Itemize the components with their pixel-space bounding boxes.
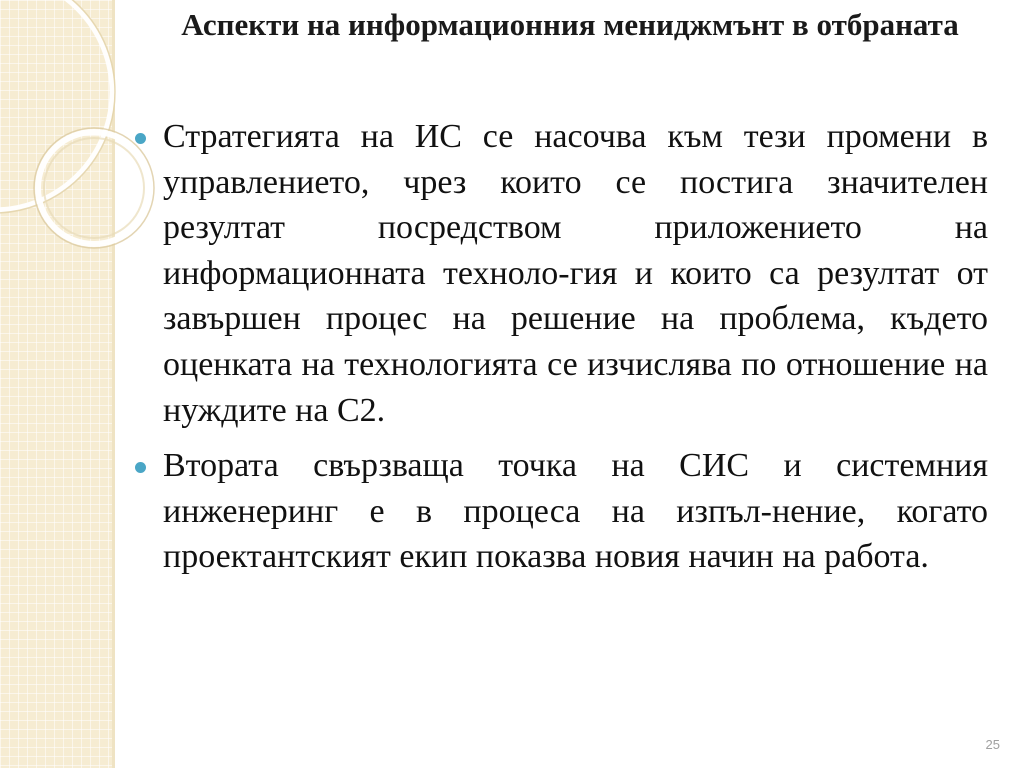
- slide-title: Аспекти на информационния мениджмънт в отбраната: [181, 7, 959, 42]
- bullet-item: [132, 443, 988, 580]
- bullet-dot-icon: [135, 462, 146, 473]
- bullet-text: Втората свързваща точка на СИС и системния инженеринг е в процеса на изпъл-нение, когато проектантският екип показва новия начин на работа.: [163, 447, 988, 576]
- bullet-list: [132, 114, 988, 590]
- decorative-ring-large: [0, 0, 112, 210]
- bullet-item: [132, 114, 988, 433]
- bullet-text: Стратегията на ИС се насочва към тези промени в управлението, чрез които се постига значителен резултат посредством приложението на информационната техноло-гия и които са резултат от завършен процес на решение на проблема, където оценката на технологията се изчислява по отношение на нуждите на С2.: [163, 118, 988, 429]
- bullet-dot-icon: [135, 133, 146, 144]
- page-number: 25: [985, 737, 1000, 752]
